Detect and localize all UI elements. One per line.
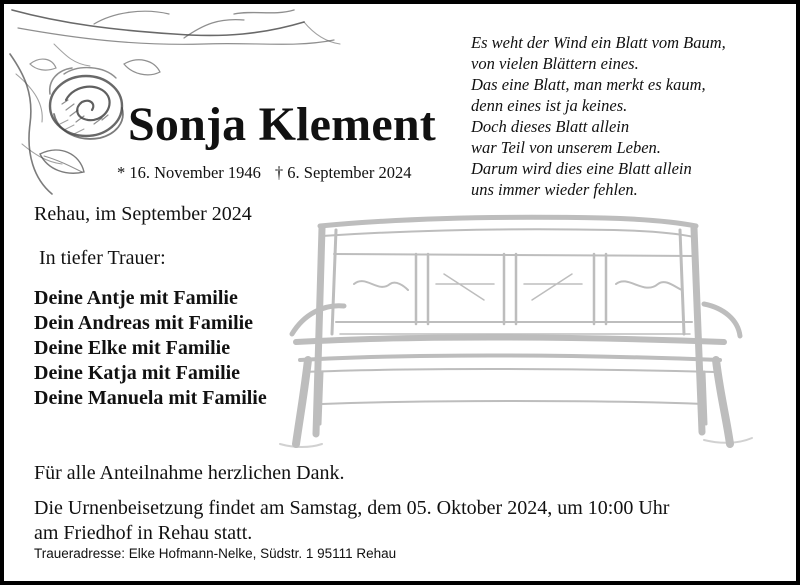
poem-line: Doch dieses Blatt allein xyxy=(471,117,630,136)
bench-sketch-icon xyxy=(280,217,752,447)
family-member: Deine Manuela mit Familie xyxy=(34,387,267,409)
family-member: Dein Andreas mit Familie xyxy=(34,312,254,334)
burial-info xyxy=(34,496,669,546)
family-member: Deine Katja mit Familie xyxy=(34,362,241,384)
poem-line: Das eine Blatt, man merkt es kaum, xyxy=(471,75,706,94)
family-list xyxy=(34,286,267,411)
family-member: Deine Antje mit Familie xyxy=(34,287,238,309)
poem-line: Es weht der Wind ein Blatt vom Baum, xyxy=(471,33,726,52)
poem-line: Darum wird dies eine Blatt allein xyxy=(471,159,692,178)
memorial-poem xyxy=(471,32,726,200)
birth-date: * 16. November 1946 xyxy=(117,163,261,182)
family-member: Deine Elke mit Familie xyxy=(34,337,231,359)
mourning-address: Traueradresse: Elke Hofmann-Nelke, Südstr. 1 95111 Rehau xyxy=(34,546,397,561)
mourning-line: In tiefer Trauer: xyxy=(39,247,166,269)
poem-line: von vielen Blättern eines. xyxy=(471,54,639,73)
burial-line: am Friedhof in Rehau statt. xyxy=(34,522,253,544)
poem-line: denn eines ist ja keines. xyxy=(471,96,628,115)
place-date: Rehau, im September 2024 xyxy=(34,203,252,225)
poem-line: uns immer wieder fehlen. xyxy=(471,180,638,199)
burial-line: Die Urnenbeisetzung findet am Samstag, dem 05. Oktober 2024, um 10:00 Uhr xyxy=(34,497,670,519)
thanks-line: Für alle Anteilnahme herzlichen Dank. xyxy=(34,462,345,484)
death-date: † 6. September 2024 xyxy=(274,163,412,182)
life-dates xyxy=(117,162,411,184)
poem-line: war Teil von unserem Leben. xyxy=(471,138,661,157)
deceased-name: Sonja Klement xyxy=(128,98,436,151)
